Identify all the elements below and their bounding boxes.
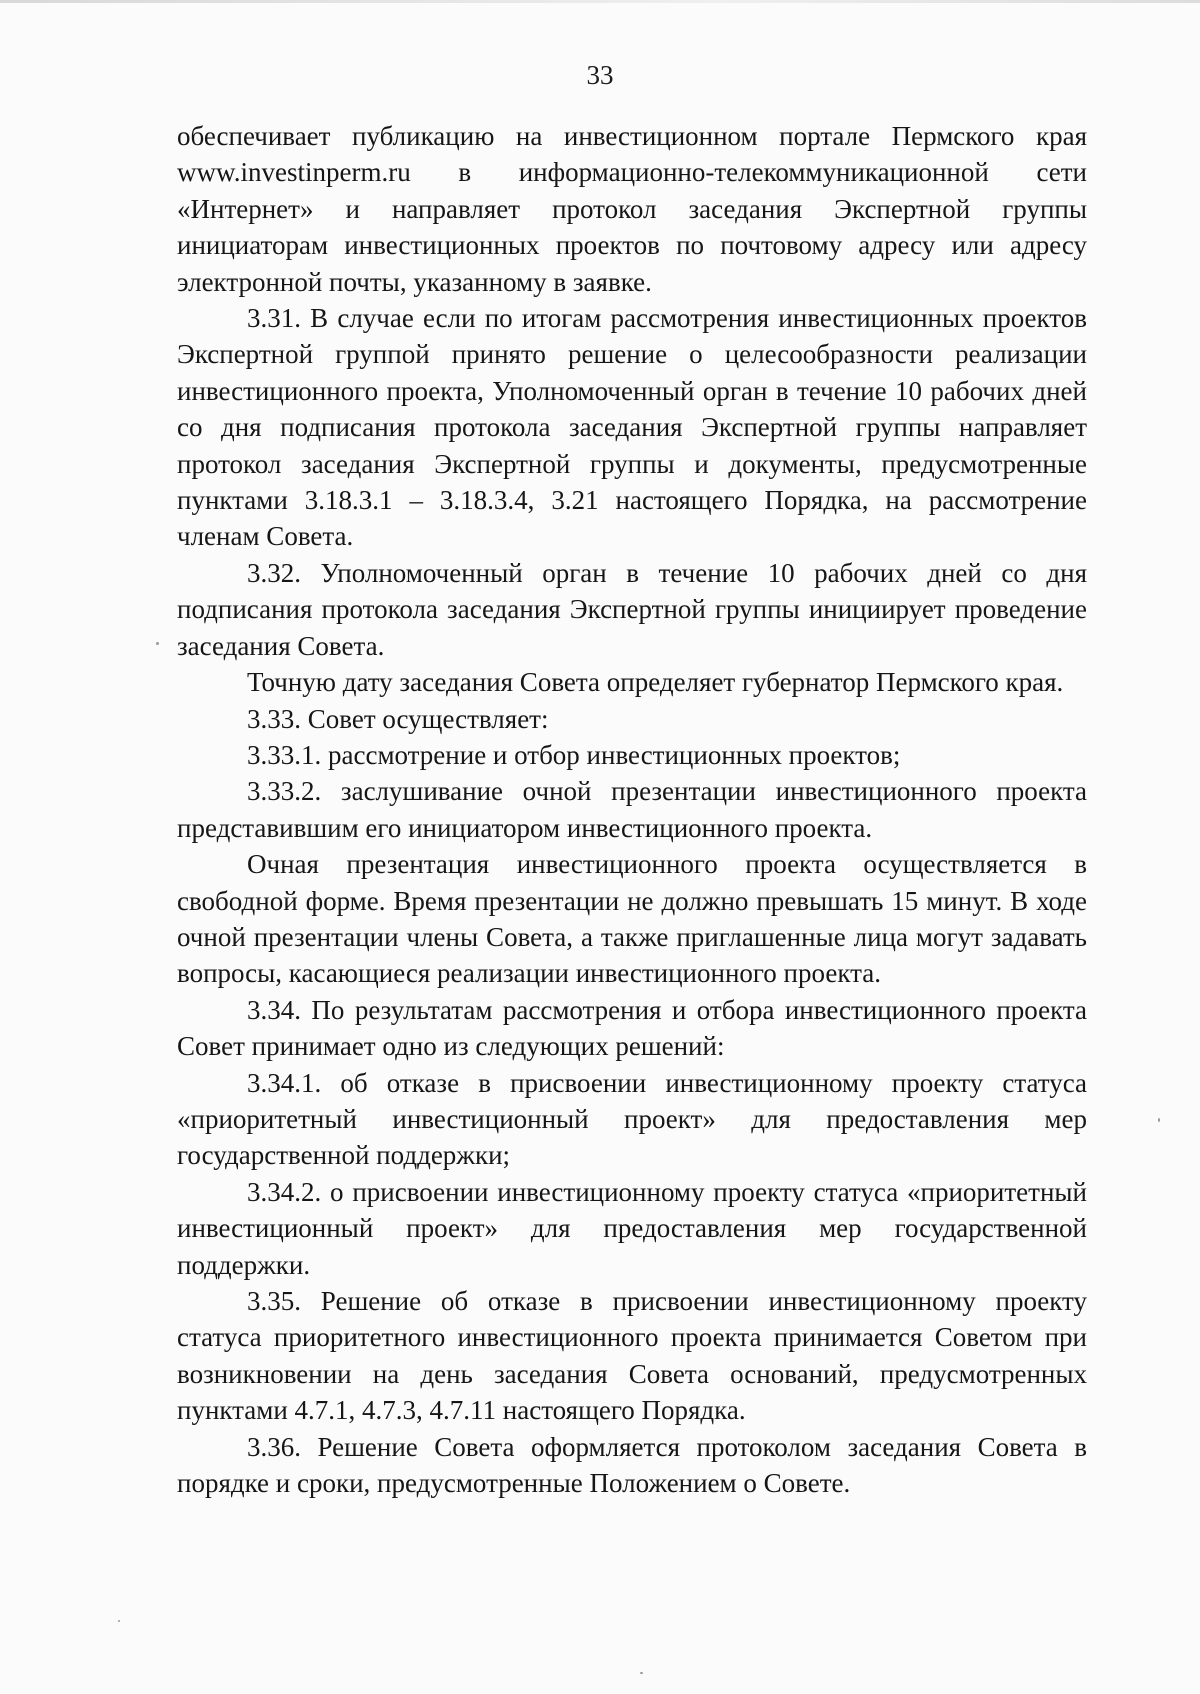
paragraph-3-34-1: 3.34.1. об отказе в присвоении инвестиционному проекту статуса «приоритетный инвестиционный проект» для предоставления мер государственной поддержки; xyxy=(177,1067,1087,1171)
paragraph-3-35: 3.35. Решение об отказе в присвоении инвестиционному проекту статуса приоритетного инвестиционного проекта принимается Советом при возникновении на день заседания Совета оснований, предусмотренных пунктами 4.7.1, 4.7.3, 4.7.11 настоящего Порядка. xyxy=(177,1286,1087,1426)
scan-speck xyxy=(640,1672,643,1674)
paragraph-3-33-2: 3.33.2. заслушивание очной презентации инвестиционного проекта представившим его инициатором инвестиционного проекта. xyxy=(177,776,1087,843)
page-number: 33 xyxy=(586,60,614,90)
paragraph-3-31: 3.31. В случае если по итогам рассмотрения инвестиционных проектов Экспертной группой принято решение о целесообразности реализации инвестиционного проекта, Уполномоченный орган в течение 10 рабочих дней со дня подписания протокола заседания Экспертной группы направляет протокол заседания Экспертной группы и документы, предусмотренные пунктами 3.18.3.1 – 3.18.3.4, 3.21 настоящего Порядка, на рассмотрение членам Совета. xyxy=(177,303,1087,552)
scan-speck xyxy=(156,642,159,645)
paragraph-meeting-date: Точную дату заседания Совета определяет губернатор Пермского края. xyxy=(247,667,1064,698)
paragraph-3-36: 3.36. Решение Совета оформляется протоколом заседания Совета в порядке и сроки, предусмотренные Положением о Совете. xyxy=(177,1431,1087,1499)
paragraph-3-32: 3.32. Уполномоченный орган в течение 10 рабочих дней со дня подписания протокола заседания Экспертной группы инициирует проведение заседания Совета. xyxy=(177,557,1087,661)
scan-top-edge xyxy=(0,0,1200,3)
scan-speck xyxy=(118,1620,120,1622)
paragraph-3-34: 3.34. По результатам рассмотрения и отбора инвестиционного проекта Совет принимает одно из следующих решений: xyxy=(177,994,1087,1062)
paragraph-3-33-1: 3.33.1. рассмотрение и отбор инвестиционных проектов; xyxy=(247,739,901,770)
paragraph-presentation: Очная презентация инвестиционного проекта осуществляется в свободной форме. Время презентации не должно превышать 15 минут. В ходе очной презентации члены Совета, а также приглашенные лица могут задавать вопросы, касающиеся реализации инвестиционного проекта. xyxy=(177,849,1087,989)
paragraph-3-34-2: 3.34.2. о присвоении инвестиционному проекту статуса «приоритетный инвестиционный проект» для предоставления мер государственной поддержки. xyxy=(177,1176,1087,1280)
scan-speck xyxy=(1158,1118,1160,1122)
paragraph-continuation: обеспечивает публикацию на инвестиционном портале Пермского края www.investinperm.ru в информационно-телекоммуникационной сети «Интернет» и направляет протокол заседания Экспертной группы инициаторам инвестиционных проектов по почтовому адресу или адресу электронной почты, указанному в заявке. xyxy=(177,121,1087,297)
document-body xyxy=(177,118,1087,1501)
paragraph-3-33: 3.33. Совет осуществляет: xyxy=(247,703,549,734)
